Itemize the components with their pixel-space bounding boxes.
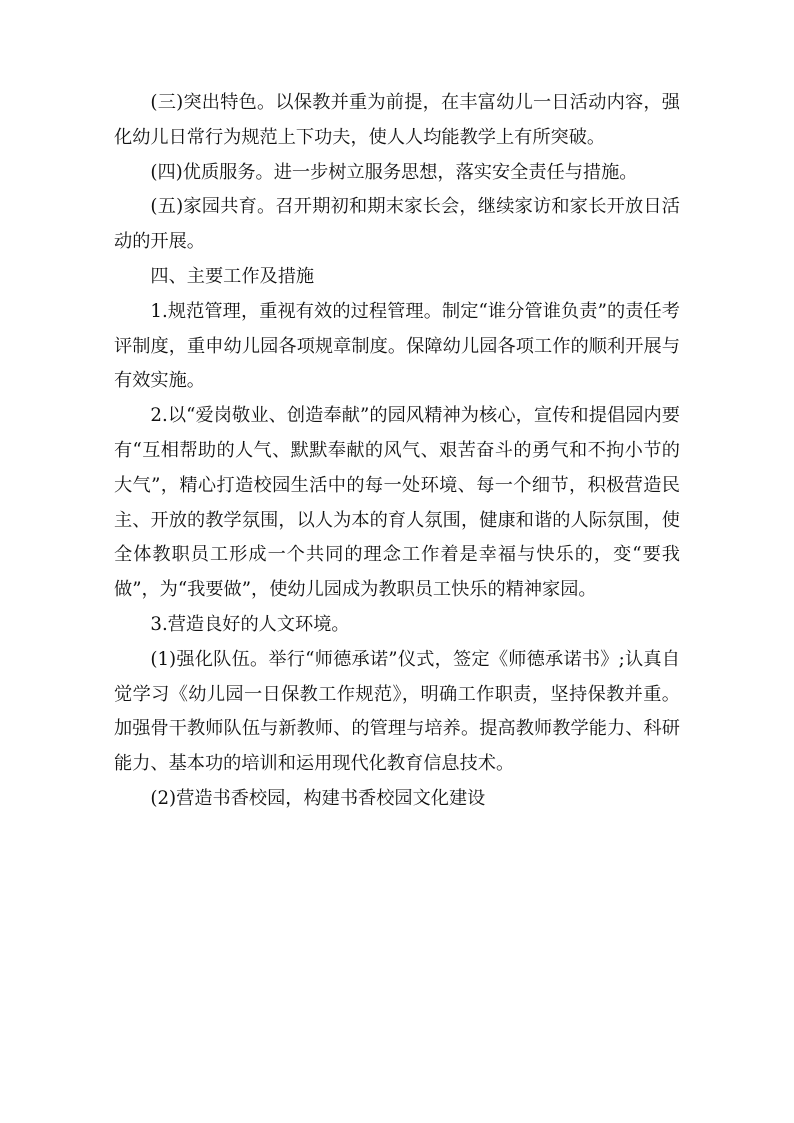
paragraph-scholarly-campus: (2)营造书香校园，构建书香校园文化建设 xyxy=(150,787,486,809)
paragraph-strengthen-team: (1)强化队伍。举行“师德承诺”仪式，签定《师德承诺书》;认真自觉学习《幼儿园一日保教工作规范》，明确工作职责，坚持保教并重。加强骨干教师队伍与新教师、的管理与培养。提高教师教学能力、科研能力、基本功的培训和运用现代化教育信息技术。 xyxy=(114,648,680,775)
paragraph-home-school-cooperation: (五)家园共育。召开期初和期末家长会，继续家访和家长开放日活动的开展。 xyxy=(114,196,680,253)
document-body xyxy=(114,86,680,817)
paragraph-campus-spirit: 2.以“爱岗敬业、创造奉献”的园风精神为核心，宣传和提倡园内要有“互相帮助的人气、默默奉献的风气、艰苦奋斗的勇气和不拘小节的大气”，精心打造校园生活中的每一处环境、每一个细节，积极营造民主、开放的教学氛围，以人为本的育人氛围，健康和谐的人际氛围，使全体教职员工形成一个共同的理念工作着是幸福与快乐的，变“要我做”，为“我要做”，使幼儿园成为教职员工快乐的精神家园。 xyxy=(114,405,680,601)
paragraph-quality-service: (四)优质服务。进一步树立服务思想，落实安全责任与措施。 xyxy=(150,161,638,183)
paragraph-standardized-management: 1.规范管理，重视有效的过程管理。制定“谁分管谁负责”的责任考评制度，重申幼儿园各项规章制度。保障幼儿园各项工作的顺利开展与有效实施。 xyxy=(114,300,680,392)
paragraph-featured-characteristics: (三)突出特色。以保教并重为前提，在丰富幼儿一日活动内容，强化幼儿日常行为规范上下功夫，使人人均能教学上有所突破。 xyxy=(114,92,680,148)
section-heading-main-work: 四、主要工作及措施 xyxy=(150,265,315,287)
paragraph-humanistic-environment: 3.营造良好的人文环境。 xyxy=(150,613,350,635)
